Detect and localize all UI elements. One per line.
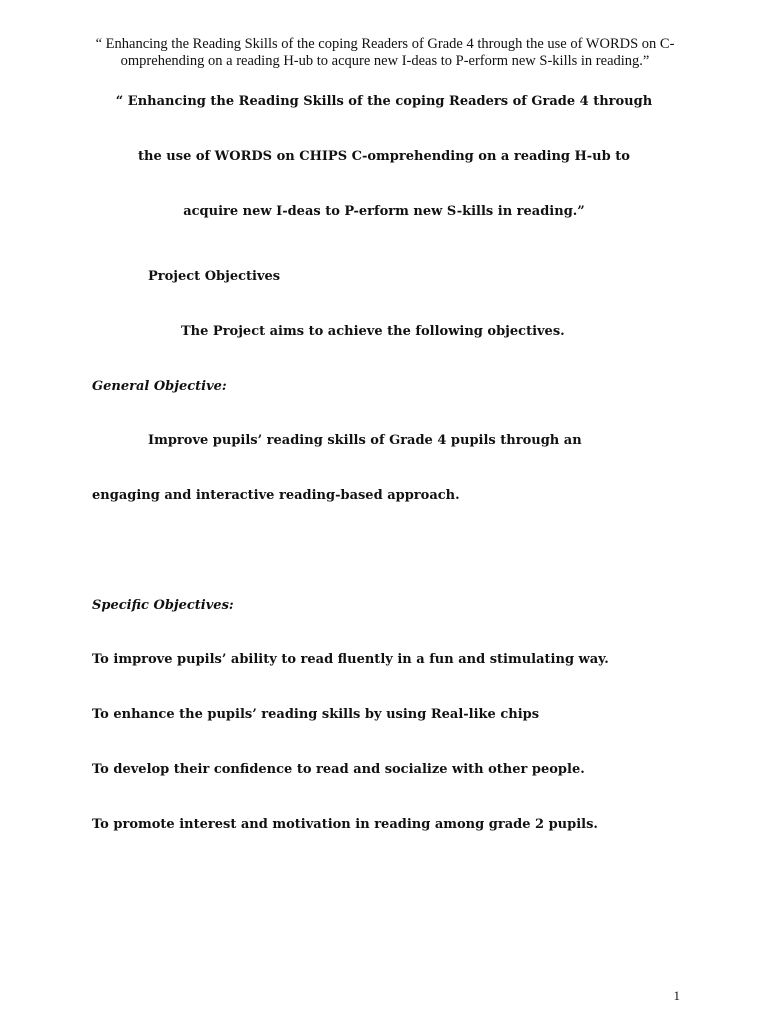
intro-text: The Project aims to achieve the following objectives. <box>181 324 565 339</box>
specific-objective-item: To promote interest and motivation in reading among grade 2 pupils. <box>92 817 598 832</box>
specific-objective-item: To improve pupils’ ability to read fluently in a fun and stimulating way. <box>92 652 609 667</box>
general-objective-text-line-2: engaging and interactive reading-based approach. <box>92 488 460 503</box>
section-heading: Project Objectives <box>148 269 281 284</box>
general-objective-label: General Objective: <box>92 379 227 394</box>
specific-objectives-label: Specific Objectives: <box>92 598 234 613</box>
main-title-line-3: acquire new I-deas to P-erform new S-kills in reading.” <box>183 204 585 219</box>
specific-objective-item: To develop their confidence to read and socialize with other people. <box>92 762 585 777</box>
general-objective-text-line-1: Improve pupils’ reading skills of Grade 4 pupils through an <box>148 433 582 448</box>
specific-objective-item: To enhance the pupils’ reading skills by using Real-like chips <box>92 707 540 722</box>
document-small-title: “ Enhancing the Reading Skills of the coping Readers of Grade 4 through the use of WORDS on C-omprehending on a reading H-ub to acqure new I-deas to P-erform new S-kills in reading.” <box>95 36 675 69</box>
main-title-line-2: the use of WORDS on CHIPS C-omprehending on a reading H-ub to <box>138 149 630 164</box>
page-number: 1 <box>673 988 680 1003</box>
main-title-line-1: “ Enhancing the Reading Skills of the coping Readers of Grade 4 through <box>115 94 653 109</box>
